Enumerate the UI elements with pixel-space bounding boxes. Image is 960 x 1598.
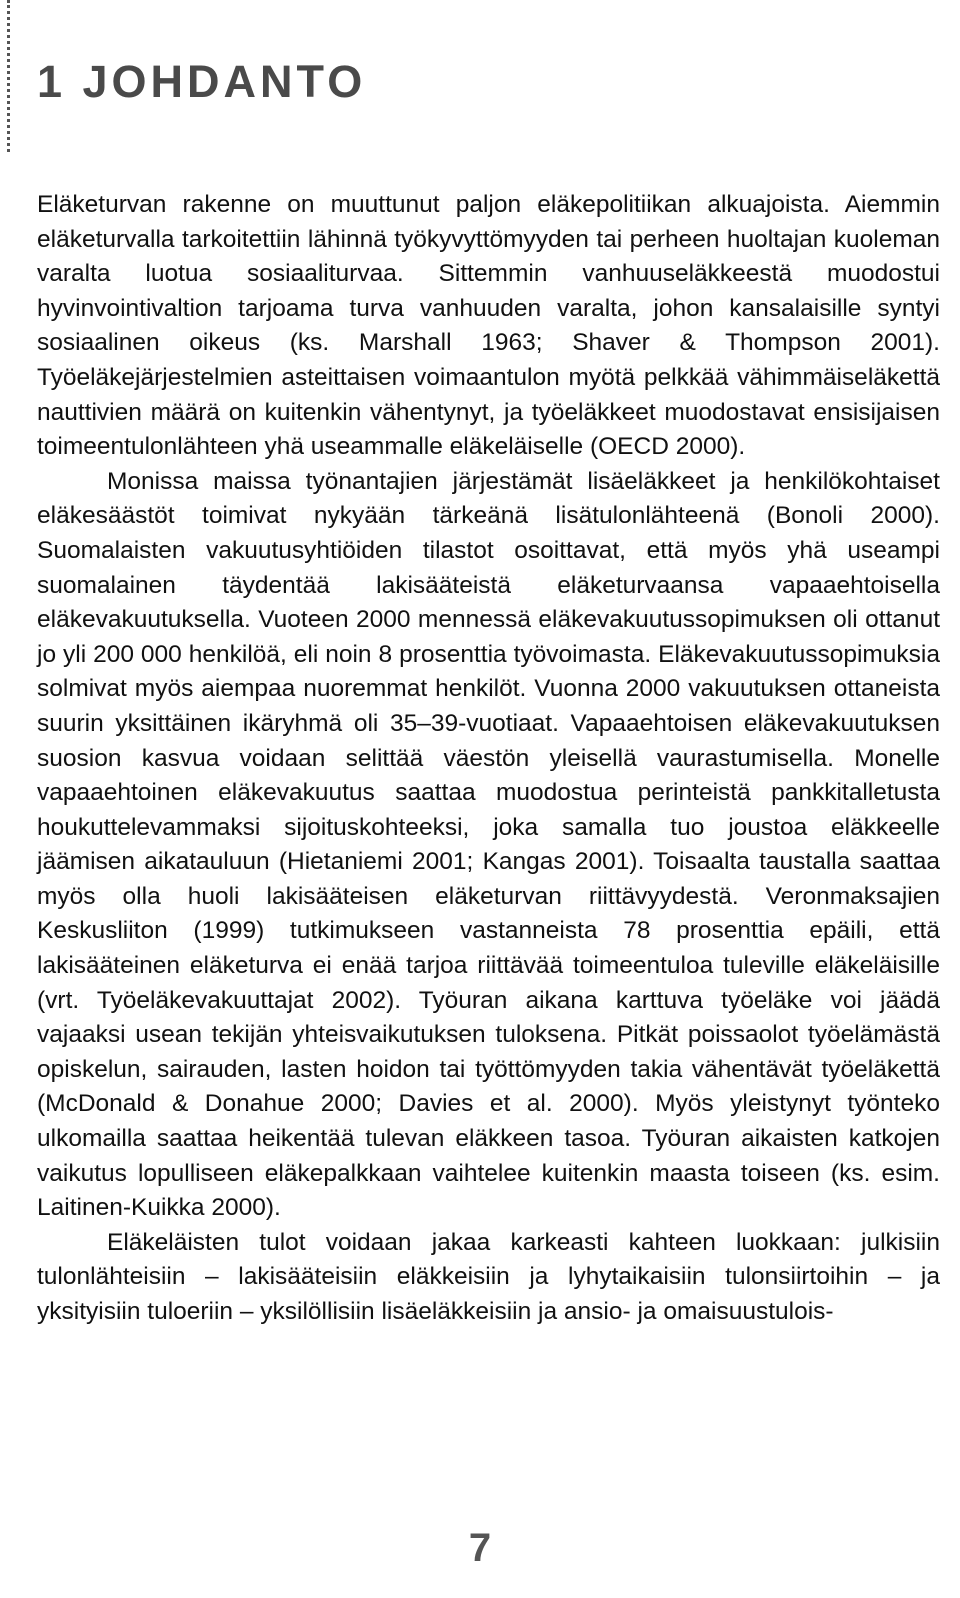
- paragraph-1: Eläketurvan rakenne on muuttunut paljon eläkepolitiikan alkuajoista. Aiemmin eläketurvalla tarkoitettiin lähinnä työkyvyttömyyden tai perheen huoltajan kuoleman varalta luotua sosiaaliturvaa. Sittemmin vanhuuseläkkeestä muodostui hyvinvointivaltion tarjoama turva vanhuuden varalta, johon kansalaisille syntyi sosiaalinen oikeus (ks. Marshall 1963; Shaver & Thompson 2001). Työeläkejärjestelmien asteittaisen voimaantulon myötä pelkkää vähimmäiseläkettä nauttivien määrä on kuitenkin vähentynyt, ja työeläkkeet muodostavat ensisijaisen toimeentulonlähteen yhä useammalle eläkeläiselle (OECD 2000).: [37, 191, 940, 461]
- paragraph-3: Eläkeläisten tulot voidaan jakaa karkeasti kahteen luokkaan: julkisiin tulonlähteisiin – lakisääteisiin eläkkeisiin ja lyhytaikaisiin tulonsiirtoihin – ja yksityisiin tuloeriin – yksilöllisiin lisäeläkkeisiin ja ansio- ja omaisuustulois-: [37, 1228, 940, 1325]
- margin-dotted-rule: [7, 0, 10, 152]
- page-number: 7: [468, 1526, 492, 1570]
- paragraph-2: Monissa maissa työnantajien järjestämät lisäeläkkeet ja henkilökohtaiset eläkesäästöt toimivat nykyään tärkeänä lisätulonlähteenä (Bonoli 2000). Suomalaisten vakuutusyhtiöiden tilastot osoittavat, että myös yhä useampi suomalainen täydentää lakisääteistä eläketurvaansa vapaaehtoisella eläkevakuutuksella. Vuoteen 2000 mennessä eläkevakuutussopimuksen oli ottanut jo yli 200 000 henkilöä, eli noin 8 prosenttia työvoimasta. Eläkevakuutussopimuksia solmivat myös aiempaa nuoremmat henkilöt. Vuonna 2000 vakuutuksen ottaneista suurin yksittäinen ikäryhmä oli 35–39-vuotiaat. Vapaaehtoisen eläkevakuutuksen suosion kasvua voidaan selittää väestön yleisellä vaurastumisella. Monelle vapaaehtoinen eläkevakuutus saattaa muodostua perinteistä pankkitalletusta houkuttelevammaksi sijoituskohteeksi, joka samalla tuo joustoa eläkkeelle jäämisen aikatauluun (Hietaniemi 2001; Kangas 2001). Toisaalta taustalla saattaa myös olla huoli lakisääteisen eläketurvan riittävyydestä. Veronmaksajien Keskusliiton (1999) tutkimukseen vastanneista 78 prosenttia epäili, että lakisääteinen eläketurva ei enää tarjoa riittävää toimeentuloa tuleville eläkeläisille (vrt. Työeläkevakuuttajat 2002). Työuran aikana karttuva työeläke voi jäädä vajaaksi usean tekijän yhteisvaikutuksen tuloksena. Pitkät poissaolot työelämästä opiskelun, sairauden, lasten hoidon tai työttömyyden takia vähentävät työeläkettä (McDonald & Donahue 2000; Davies et al. 2000). Myös yleistynyt työnteko ulkomailla saattaa heikentää tulevan eläkkeen tasoa. Työuran aikaisten katkojen vaikutus lopulliseen eläkepalkkaan vaihtelee kuitenkin maasta toiseen (ks. esim. Laitinen-Kuikka 2000).: [37, 467, 940, 1222]
- chapter-title: 1 JOHDANTO: [37, 56, 367, 107]
- body-text: [37, 188, 940, 1330]
